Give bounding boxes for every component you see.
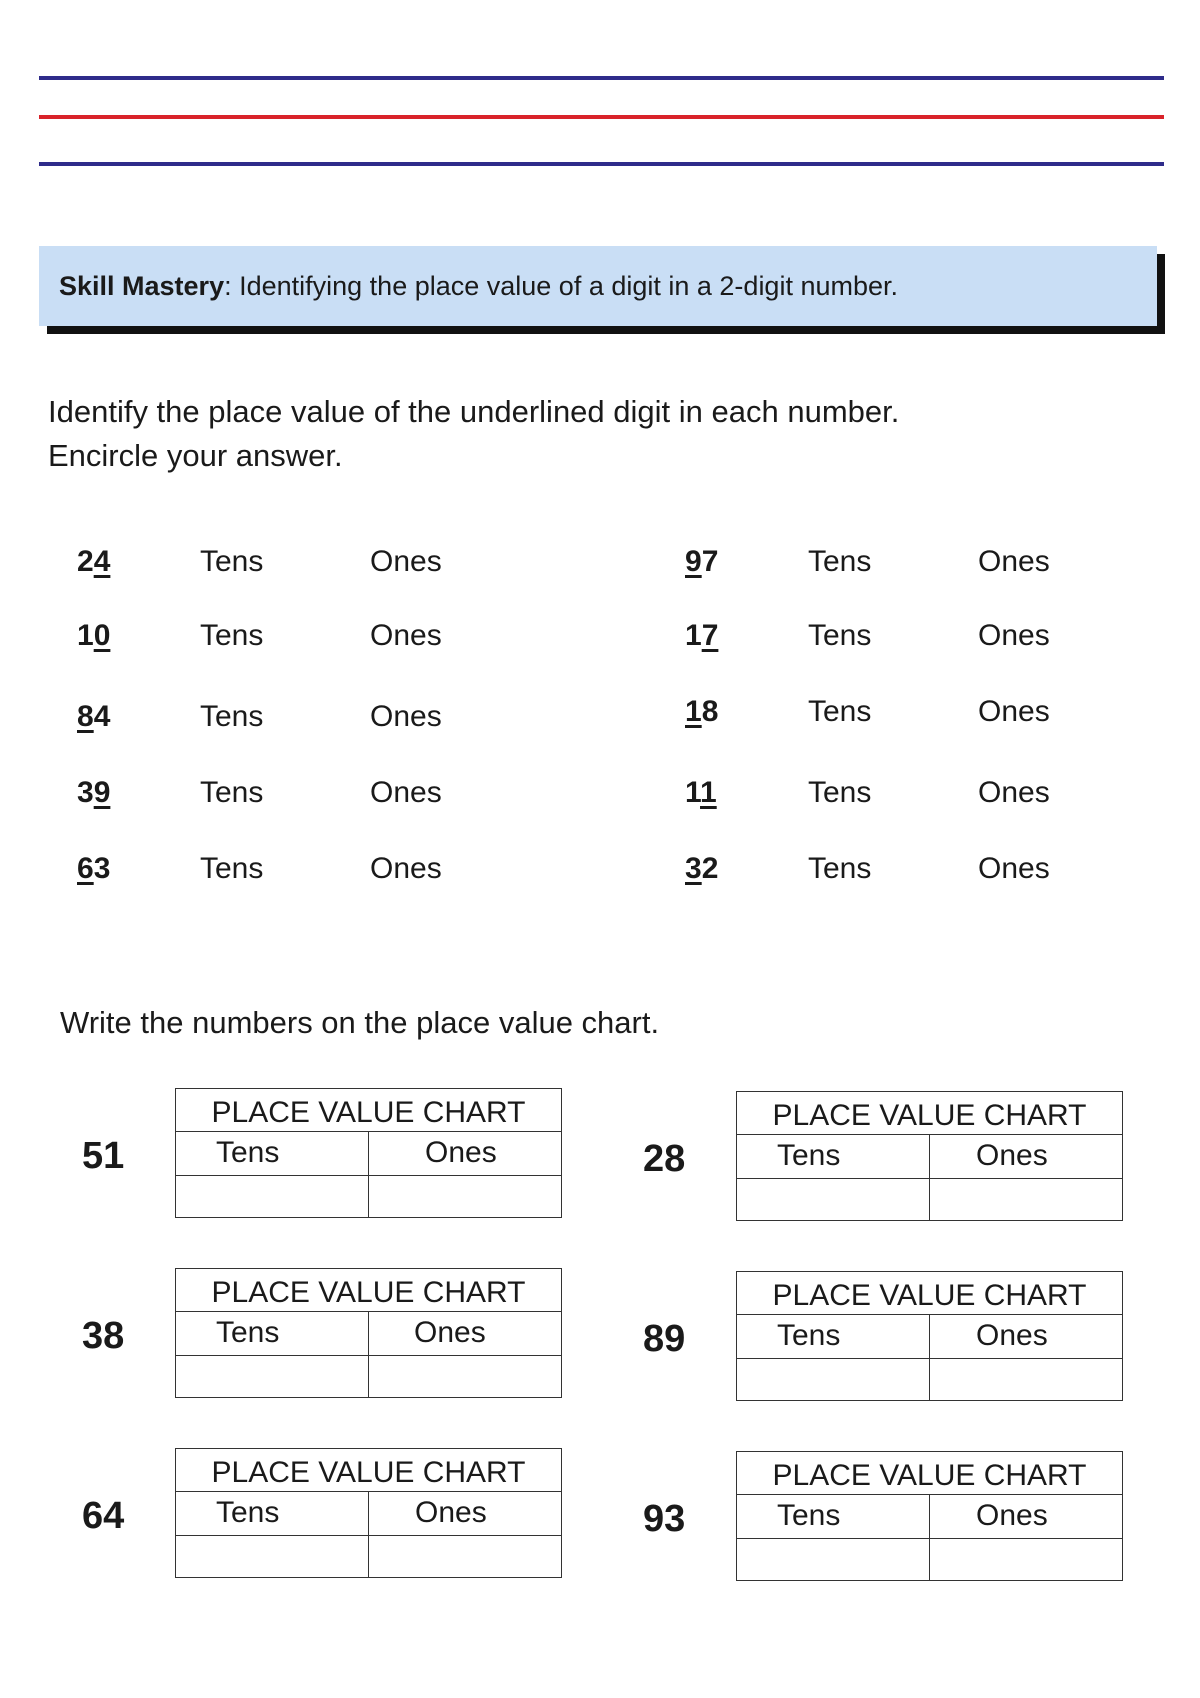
chart-number: 64 — [82, 1495, 125, 1537]
tens-answer-cell[interactable] — [737, 1179, 930, 1220]
ones-header: Ones — [369, 1492, 561, 1536]
place-value-chart — [175, 1448, 562, 1578]
question-number: 17 — [685, 619, 719, 652]
underlined-digit: 0 — [93, 619, 111, 652]
header-rule-middle — [39, 115, 1164, 119]
ones-option[interactable]: Ones — [370, 852, 442, 885]
chart-title: PLACE VALUE CHART — [176, 1269, 561, 1312]
question-number: 39 — [77, 776, 111, 809]
chart-number: 89 — [643, 1318, 686, 1360]
ones-header: Ones — [369, 1132, 561, 1176]
chart-number: 93 — [643, 1498, 686, 1540]
tens-option[interactable]: Tens — [200, 700, 264, 733]
question-number: 11 — [685, 776, 717, 809]
instructions-part-2: Write the numbers on the place value chart. — [60, 1005, 660, 1040]
tens-header: Tens — [176, 1312, 369, 1356]
tens-answer-cell[interactable] — [176, 1176, 369, 1217]
question-number: 18 — [685, 695, 719, 728]
underlined-digit: 4 — [93, 545, 111, 578]
ones-header: Ones — [369, 1312, 561, 1356]
ones-answer-cell[interactable] — [369, 1176, 561, 1217]
skill-label: Skill Mastery — [59, 270, 225, 301]
ones-option[interactable]: Ones — [370, 619, 442, 652]
place-value-chart — [175, 1088, 562, 1218]
underlined-digit: 3 — [685, 852, 702, 885]
skill-banner-box — [39, 246, 1157, 326]
chart-title: PLACE VALUE CHART — [737, 1452, 1122, 1495]
ones-answer-cell[interactable] — [369, 1536, 561, 1577]
tens-option[interactable]: Tens — [200, 545, 264, 578]
tens-option[interactable]: Tens — [200, 776, 264, 809]
place-value-chart — [175, 1268, 562, 1398]
ones-option[interactable]: Ones — [978, 545, 1050, 578]
chart-number: 38 — [82, 1315, 125, 1357]
tens-option[interactable]: Tens — [808, 545, 872, 578]
tens-header: Tens — [737, 1315, 930, 1359]
place-value-chart — [736, 1271, 1123, 1401]
tens-header: Tens — [737, 1135, 930, 1179]
question-number: 32 — [685, 852, 719, 885]
underlined-digit: 1 — [700, 776, 717, 809]
tens-option[interactable]: Tens — [808, 695, 872, 728]
ones-option[interactable]: Ones — [978, 619, 1050, 652]
chart-title: PLACE VALUE CHART — [176, 1089, 561, 1132]
question-number: 63 — [77, 852, 111, 885]
underlined-digit: 1 — [685, 695, 702, 728]
header-rule-top — [39, 76, 1164, 80]
ones-answer-cell[interactable] — [369, 1356, 561, 1397]
tens-answer-cell[interactable] — [737, 1539, 930, 1580]
ones-header: Ones — [930, 1315, 1122, 1359]
underlined-digit: 7 — [701, 619, 719, 652]
ones-answer-cell[interactable] — [930, 1359, 1122, 1400]
ones-header: Ones — [930, 1135, 1122, 1179]
place-value-chart — [736, 1091, 1123, 1221]
tens-option[interactable]: Tens — [200, 852, 264, 885]
chart-number: 28 — [643, 1138, 686, 1180]
ones-option[interactable]: Ones — [978, 776, 1050, 809]
question-number: 84 — [77, 700, 111, 733]
tens-option[interactable]: Tens — [808, 852, 872, 885]
tens-answer-cell[interactable] — [176, 1536, 369, 1577]
chart-title: PLACE VALUE CHART — [737, 1272, 1122, 1315]
underlined-digit: 8 — [77, 700, 94, 733]
ones-option[interactable]: Ones — [370, 545, 442, 578]
tens-answer-cell[interactable] — [737, 1359, 930, 1400]
underlined-digit: 9 — [685, 545, 702, 578]
header-rule-bottom — [39, 162, 1164, 166]
tens-header: Tens — [176, 1492, 369, 1536]
question-number: 97 — [685, 545, 719, 578]
tens-header: Tens — [737, 1495, 930, 1539]
ones-header: Ones — [930, 1495, 1122, 1539]
skill-text: : Identifying the place value of a digit in a 2-digit number. — [224, 270, 899, 301]
question-number: 10 — [77, 619, 111, 652]
underlined-digit: 6 — [77, 852, 94, 885]
ones-option[interactable]: Ones — [978, 695, 1050, 728]
tens-header: Tens — [176, 1132, 369, 1176]
tens-option[interactable]: Tens — [808, 619, 872, 652]
chart-number: 51 — [82, 1135, 125, 1177]
question-number: 24 — [77, 545, 111, 578]
ones-option[interactable]: Ones — [978, 852, 1050, 885]
instructions-part-1: Identify the place value of the underlined digit in each number. Encircle your answer. — [48, 394, 900, 473]
tens-answer-cell[interactable] — [176, 1356, 369, 1397]
ones-answer-cell[interactable] — [930, 1539, 1122, 1580]
chart-title: PLACE VALUE CHART — [737, 1092, 1122, 1135]
tens-option[interactable]: Tens — [808, 776, 872, 809]
chart-title: PLACE VALUE CHART — [176, 1449, 561, 1492]
ones-answer-cell[interactable] — [930, 1179, 1122, 1220]
underlined-digit: 9 — [93, 776, 111, 809]
tens-option[interactable]: Tens — [200, 619, 264, 652]
skill-banner — [39, 246, 1165, 334]
ones-option[interactable]: Ones — [370, 776, 442, 809]
place-value-chart — [736, 1451, 1123, 1581]
ones-option[interactable]: Ones — [370, 700, 442, 733]
